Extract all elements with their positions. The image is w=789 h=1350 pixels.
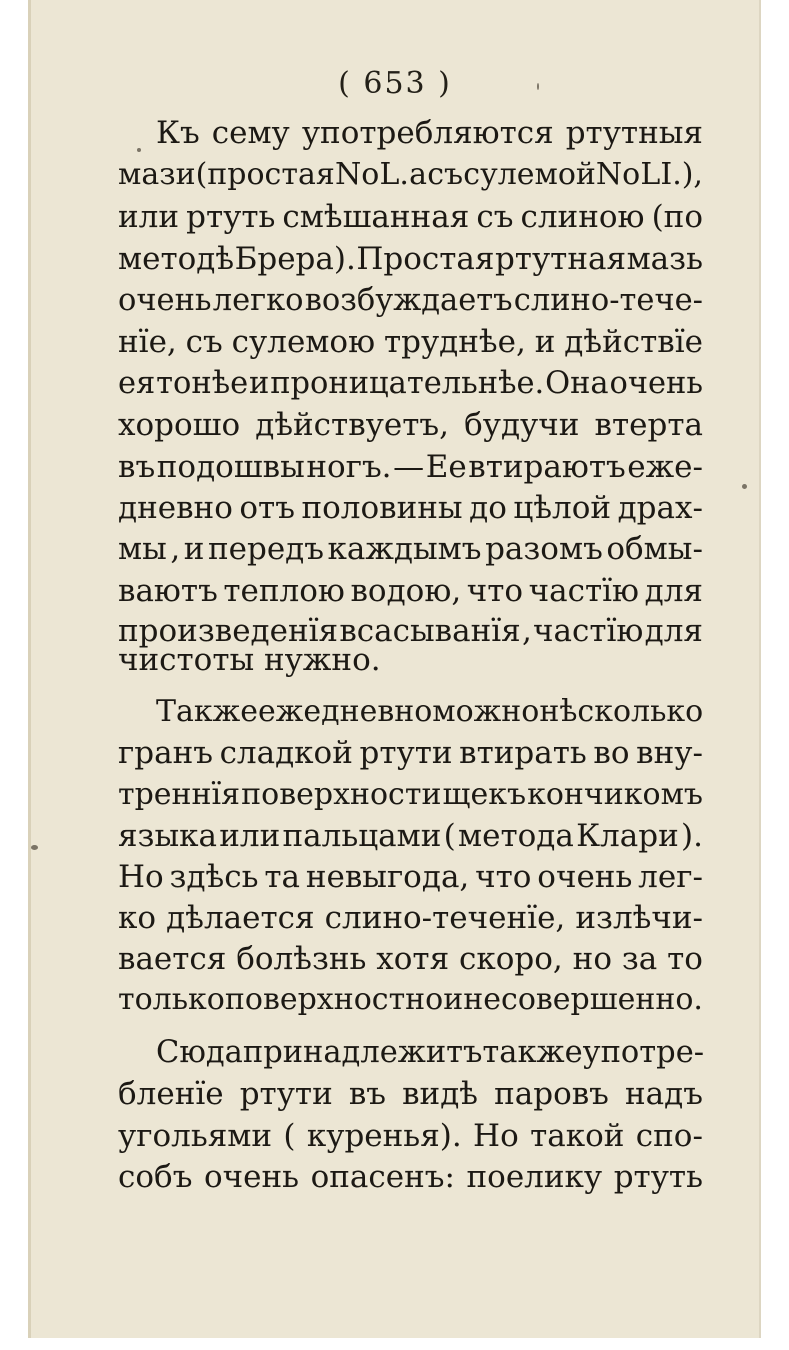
word: ежедневно [258,694,433,729]
word: гранъ [118,735,213,771]
word: съ [476,199,514,235]
word: вну- [636,735,703,771]
word: бленїе [118,1076,224,1112]
word: мазь [626,241,703,277]
word: но [572,941,612,977]
word: Ее [425,449,467,485]
word: поелику [466,1159,603,1195]
word: частїю [533,613,644,649]
word: частїю [528,573,640,609]
word: ногъ. [306,449,392,485]
ink-speck [742,484,747,489]
paragraph-1-line-14: чистоты нужно. [118,642,381,678]
word: спо- [635,1118,703,1154]
word: опасенъ: [310,1159,455,1195]
word: то [667,941,703,977]
word: слино-тече- [513,283,703,318]
word: до [469,490,507,526]
paragraph-1-line-12 [118,571,703,611]
word: всасыванїя [339,613,521,649]
word: надъ [624,1076,703,1112]
word: возбуждаетъ [304,283,513,318]
word: такой [530,1118,625,1154]
word: очень [609,366,703,401]
word: во [593,735,630,771]
paragraph-1-line-9 [118,447,703,487]
word: угольями [118,1118,273,1154]
word: принадлежитъ [242,1035,483,1070]
paragraph-1-line-2 [118,155,703,195]
paragraph-1-line-4 [118,239,703,279]
word: дѣйствїе [564,324,703,360]
word: дѣйствуетъ, [255,407,449,443]
word: нѣсколько [539,694,704,729]
word: произведенїя [118,613,339,649]
word: теплою [223,573,345,609]
word: обмы- [606,531,703,567]
paragraph-1-line-5 [118,281,703,321]
word: ртуть [186,199,276,235]
paragraph-1-line-11 [118,529,703,569]
word: Брера). [234,241,356,277]
paragraph-3-line-2 [118,1074,703,1114]
word: очень [537,859,633,895]
word: для [644,613,703,649]
word: Она [545,366,609,401]
word: та [264,859,300,895]
word: ртутная [494,241,627,277]
ink-speck [137,148,141,152]
paragraph-2-line-7 [118,939,703,979]
word: и [443,982,464,1017]
word: ваютъ [118,573,218,609]
paragraph-2-line-5 [118,857,703,897]
word: сулемою [231,324,376,360]
word: втираютъ [468,449,626,485]
word: драх- [617,490,703,526]
word: очень [203,1159,300,1195]
word: собъ [118,1159,193,1195]
word: легко [212,283,304,318]
word: поверхности [241,777,442,812]
word: труднѣе, [383,324,526,360]
word: Клари [576,818,679,854]
word: мы [118,531,167,567]
word: дневно [118,490,233,526]
word: ртуть [613,1159,703,1195]
paragraph-1-line-10 [118,488,703,528]
word: кончикомъ [527,777,703,812]
word: вается [118,941,227,977]
word: болѣзнь [236,941,367,977]
word: можно [432,694,540,729]
word: Также [156,694,258,729]
paragraph-3-line-1 [156,1033,703,1073]
word: No [334,157,380,192]
word: ко [118,900,157,936]
word: употре- [582,1035,705,1070]
word: или [219,818,281,854]
word: за [621,941,658,977]
word: методѣ [118,241,235,277]
word: проницательнѣе. [270,366,545,401]
paragraph-2-line-6 [118,898,703,938]
ink-speck [537,83,539,90]
word: здѣсь [169,859,259,895]
ink-speck [31,845,38,850]
word: языка [118,818,217,854]
word: каждымъ [327,531,482,567]
word: хорошо [118,407,241,443]
word: для [644,573,703,609]
word: (по [651,199,703,235]
word: куренья). [306,1118,462,1154]
word: съ [185,324,223,360]
paragraph-1-line-6 [118,322,703,362]
word: нїе, [118,324,177,360]
paragraph-2-line-1 [156,692,703,732]
word: цѣлой [513,490,612,526]
paragraph-1-line-1 [156,113,703,153]
word: сладкой [219,735,353,771]
word: треннїя [118,777,241,812]
word: что [475,859,532,895]
word: втирать [459,735,587,771]
word: будучи [464,407,580,443]
word: L. [379,157,409,192]
word: , [170,531,181,567]
word: дѣлается [166,900,315,936]
word: метода [457,818,574,854]
word: LI.), [640,157,703,192]
paragraph-2-line-8 [118,980,703,1020]
word: въ [348,1076,387,1112]
word: разомъ [485,531,603,567]
word: щекъ [442,777,527,812]
word: въ [118,449,156,485]
word: очень [118,283,212,318]
word: слино-теченїе, [324,900,566,936]
word: и [183,531,205,567]
word: видѣ [402,1076,478,1112]
word: ртути [359,735,453,771]
book-page [28,0,761,1338]
word: ( [283,1118,296,1154]
word: Но [118,859,164,895]
word: подошвы [156,449,305,485]
word: отъ [239,490,295,526]
word: передъ [207,531,324,567]
word: водою, [350,573,462,609]
word: Сюда [156,1035,243,1070]
word: Но [473,1118,519,1154]
word: паровъ [494,1076,609,1112]
paragraph-1-line-7 [118,364,703,404]
word: смѣшанная [282,199,470,235]
word: слиною [520,199,645,235]
word: поверхностно [224,982,444,1017]
word: , [521,613,532,649]
word: излѣчи- [575,900,703,936]
paragraph-1-line-8 [118,405,703,445]
word: и [249,366,270,401]
paragraph-2-line-3 [118,775,703,815]
word: сему [211,115,290,151]
word: а [409,157,427,192]
word: съ [427,157,464,192]
word: ртутныя [565,115,703,151]
word: ртути [239,1076,333,1112]
word: и [534,324,556,360]
word: еже- [627,449,703,485]
word: скоро, [459,941,563,977]
word: половины [301,490,463,526]
word: Къ [156,115,200,151]
word: что [466,573,524,609]
word: только [118,982,225,1017]
word: Простая [356,241,495,277]
paragraph-2-line-4 [118,816,703,856]
paragraph-3-line-4 [118,1157,703,1197]
word: втерта [594,407,703,443]
word: — [393,449,425,485]
page-number: ( 653 ) [338,66,452,101]
word: сулемойNo [463,157,641,192]
word: хотя [376,941,450,977]
word: ). [680,818,703,854]
word: ея [118,366,156,401]
word: невыгода, [305,859,470,895]
word: пальцами [282,818,442,854]
word: употребляются [301,115,554,151]
word: лег- [638,859,703,895]
word: несовершенно. [463,982,703,1017]
word: или [118,199,180,235]
word: мази(простая [118,157,335,192]
word: также [482,1035,583,1070]
paragraph-3-line-3 [118,1116,703,1156]
paragraph-1-line-3 [118,197,703,237]
word: тонѣе [156,366,249,401]
paragraph-2-line-2 [118,733,703,773]
word: ( [443,818,456,854]
